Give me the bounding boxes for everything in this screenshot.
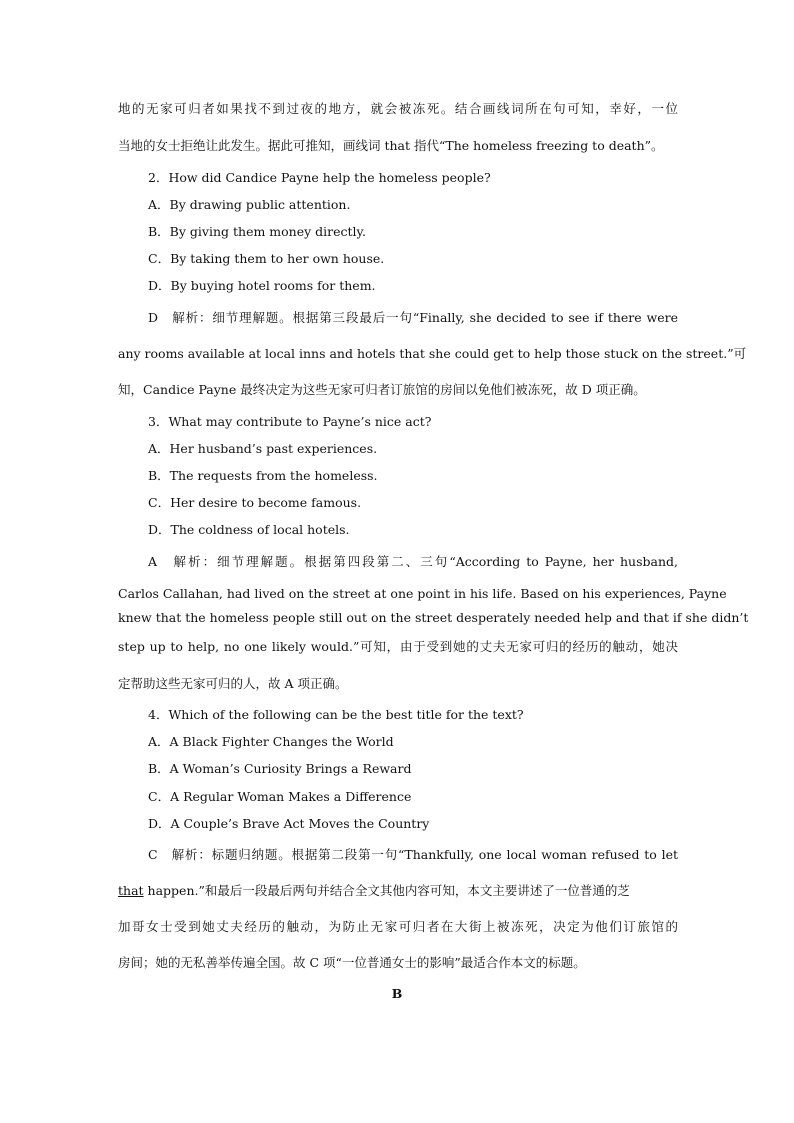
question-3-option-a: A．Her husband’s past experiences. — [148, 441, 378, 456]
intro-line-1: 地的无家可归者如果找不到过夜的地方，就会被冻死。结合画线词所在句可知，幸好，一位 — [118, 101, 678, 116]
question-3-analysis-line-1: A 解析：细节理解题。根据第四段第二、三句“According to Payne, her husband, — [148, 554, 678, 569]
question-3-option-c: C．Her desire to become famous. — [148, 495, 362, 510]
question-2-analysis-line-1: D 解析：细节理解题。根据第三段最后一句“Finally, she decided to see if there were — [148, 310, 678, 325]
question-3-analysis-line-3: knew that the homeless people still out on the street desperately needed help and that if she didn’t — [118, 610, 749, 625]
question-2-analysis-line-2: any rooms available at local inns and hotels that she could get to help those stuck on the street.”可 — [118, 346, 747, 361]
question-2-option-d: D．By buying hotel rooms for them. — [148, 278, 376, 293]
question-3-analysis-line-4: step up to help, no one likely would.”可知，由于受到她的丈夫无家可归的经历的触动，她决 — [118, 639, 678, 654]
question-3-analysis-line-2: Carlos Callahan, had lived on the street at one point in his life. Based on his experiences, Payne — [118, 586, 727, 601]
question-4-analysis-line-3: 加哥女士受到她丈夫经历的触动，为防止无家可归者在大街上被冻死，决定为他们订旅馆的 — [118, 919, 678, 934]
question-3-stem: 3．What may contribute to Payne’s nice act? — [148, 414, 432, 429]
question-2-option-a: A．By drawing public attention. — [148, 197, 351, 212]
question-4-option-a: A．A Black Fighter Changes the World — [148, 734, 394, 749]
question-4-option-d: D．A Couple’s Brave Act Moves the Country — [148, 816, 430, 831]
question-3-option-d: D．The coldness of local hotels. — [148, 522, 350, 537]
underlined-word: that — [118, 883, 144, 898]
question-3-analysis-line-5: 定帮助这些无家可归的人，故 A 项正确。 — [118, 676, 348, 691]
question-4-option-c: C．A Regular Woman Makes a Difference — [148, 789, 412, 804]
question-2-analysis-line-3: 知，Candice Payne 最终决定为这些无家可归者订旅馆的房间以免他们被冻死，故 D 项正确。 — [118, 382, 646, 397]
question-2-option-c: C．By taking them to her own house. — [148, 251, 385, 266]
question-2-stem: 2．How did Candice Payne help the homeless people? — [148, 170, 491, 185]
question-2-option-b: B．By giving them money directly. — [148, 224, 366, 239]
question-4-analysis-line-4: 房间；她的无私善举传遍全国。故 C 项“一位普通女士的影响”最适合作本文的标题。 — [118, 955, 586, 970]
question-4-option-b: B．A Woman’s Curiosity Brings a Reward — [148, 761, 412, 776]
question-4-analysis-line-1: C 解析：标题归纳题。根据第二段第一句“Thankfully, one local woman refused to let — [148, 847, 678, 862]
question-4-analysis-line-2 — [118, 883, 678, 899]
section-letter: B — [391, 986, 403, 1001]
intro-line-2: 当地的女士拒绝让此发生。据此可推知，画线词 that 指代“The homeless freezing to death”。 — [118, 138, 664, 153]
question-3-option-b: B．The requests from the homeless. — [148, 468, 378, 483]
question-4-analysis-line-2-text: happen.”和最后一段最后两句并结合全文其他内容可知，本文主要讲述了一位普通的芝 — [147, 883, 630, 898]
question-4-stem: 4．Which of the following can be the best title for the text? — [148, 707, 524, 722]
